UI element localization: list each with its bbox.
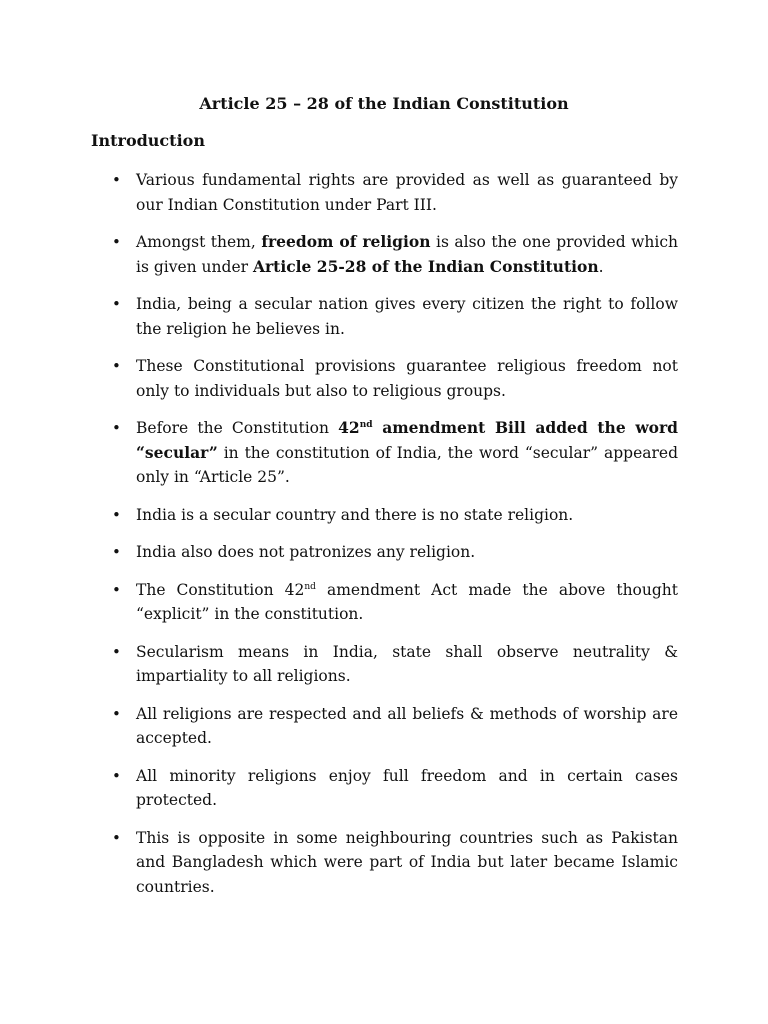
- bullet-text: amendment Act made the above thought “explicit” in the constitution.: [136, 580, 678, 623]
- document-title: Article 25 – 28 of the Indian Constitution: [199, 94, 569, 113]
- bullet-icon: •: [112, 704, 121, 723]
- bullet-item: [0, 764, 768, 813]
- bullet-icon: •: [112, 357, 121, 375]
- bullet-item: [0, 702, 768, 751]
- bullet-item: [0, 503, 768, 528]
- bullet-bold-text: freedom of religion: [261, 232, 431, 251]
- bullet-item: [0, 168, 768, 217]
- bullet-icon: •: [112, 419, 121, 437]
- bullet-text: India, being a secular nation gives every citizen the right to follow the religion he believes in.: [136, 295, 678, 338]
- bullet-icon: •: [112, 171, 121, 189]
- ordinal-superscript: nd: [304, 581, 316, 592]
- bullet-item: [0, 416, 768, 490]
- bullet-icon: •: [112, 642, 121, 661]
- bullet-item: [0, 230, 768, 279]
- bullet-item: [0, 540, 768, 565]
- bullet-text: Before the Constitution: [136, 419, 339, 437]
- bullet-text: All religions are respected and all beliefs & methods of worship are accepted.: [136, 704, 678, 747]
- bullet-text: Amongst them,: [136, 233, 262, 251]
- bullet-text: These Constitutional provisions guarantee religious freedom not only to individuals but also to religious groups.: [136, 357, 678, 400]
- bullet-icon: •: [112, 295, 121, 313]
- bullet-icon: •: [112, 233, 121, 251]
- bullet-icon: •: [112, 580, 121, 599]
- bullet-icon: •: [112, 828, 121, 847]
- bullet-text: This is opposite in some neighbouring countries such as Pakistan and Bangladesh which were part of India but later became Islamic countries.: [136, 828, 678, 896]
- bullet-item: [0, 826, 768, 900]
- bullet-item: [0, 292, 768, 341]
- bullet-list: [0, 168, 768, 912]
- bullet-text: All minority religions enjoy full freedom and in certain cases protected.: [136, 766, 678, 809]
- bullet-text: in the constitution of India, the word “secular” appeared only in “Article 25”.: [136, 443, 678, 486]
- bullet-text: is also the one provided which is given under: [136, 233, 678, 276]
- bullet-bold-text: 42: [338, 418, 360, 437]
- bullet-text: Various fundamental rights are provided as well as guaranteed by our Indian Constitution under Part III.: [136, 171, 678, 214]
- bullet-item: [0, 640, 768, 689]
- bullet-item: [0, 578, 768, 627]
- bullet-bold-text: amendment Bill added the word “secular”: [136, 418, 679, 462]
- section-heading-introduction: Introduction: [91, 131, 205, 150]
- bullet-text: The Constitution 42: [136, 580, 305, 599]
- bullet-item: [0, 354, 768, 403]
- bullet-text: India also does not patronizes any religion.: [136, 543, 476, 561]
- bullet-icon: •: [112, 766, 121, 785]
- bullet-text: .: [598, 257, 604, 276]
- bullet-text: India is a secular country and there is no state religion.: [136, 505, 574, 524]
- bullet-bold-text: Article 25-28 of the Indian Constitution: [252, 256, 599, 276]
- bullet-text: Secularism means in India, state shall observe neutrality & impartiality to all religions.: [136, 642, 678, 685]
- bullet-icon: •: [112, 543, 121, 561]
- bullet-icon: •: [112, 505, 121, 524]
- ordinal-superscript: nd: [359, 420, 373, 430]
